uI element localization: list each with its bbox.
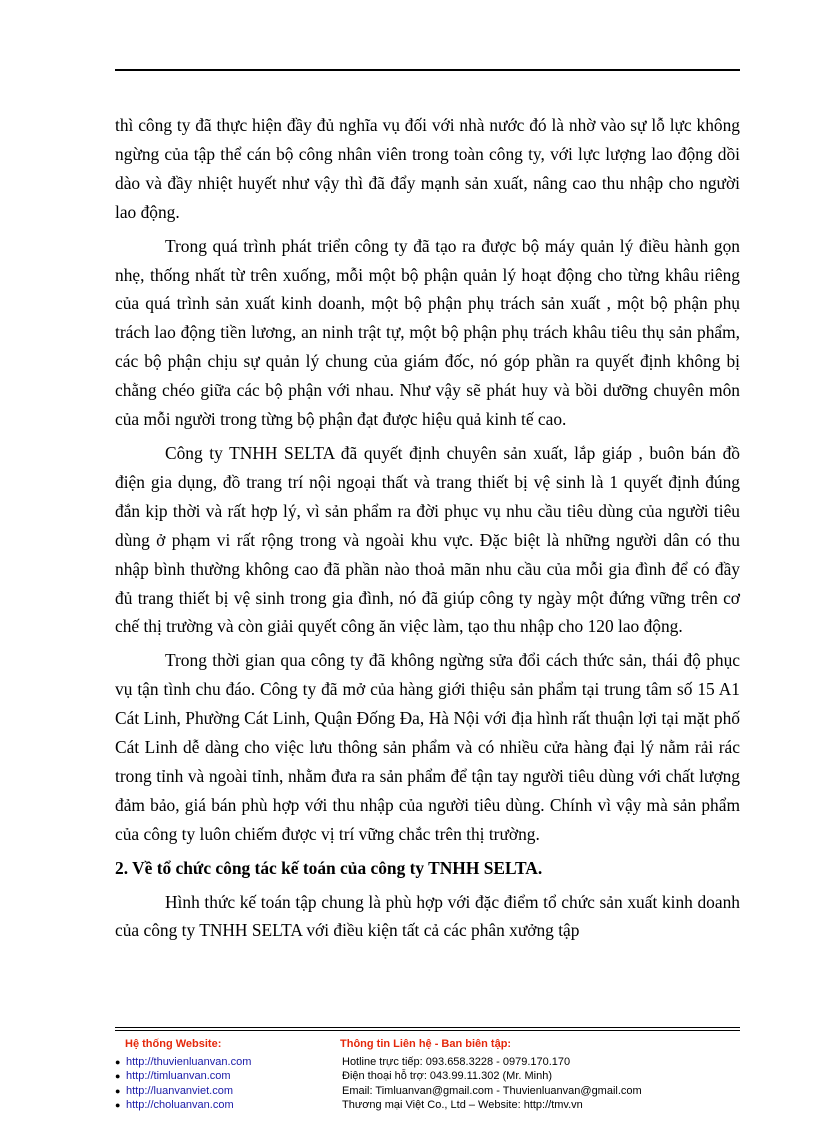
website-item: [115, 1098, 335, 1112]
paragraph-2: Trong quá trình phát triển công ty đã tạo ra được bộ máy quản lý điều hành gọn nhẹ, thống nhất từ trên xuống, mỗi một bộ phận quản lý hoạt động cho từng khâu riêng của quá trình sản xuất kinh doanh, một bộ phận phụ trách sản xuất , một bộ phận phụ trách lao động tiền lương, an ninh trật tự, một bộ phận phụ trách khâu tiêu thụ sản phẩm, các bộ phận chịu sự quản lý chung của giám đốc, nó góp phần ra quyết định không bị chằng chéo giữa các bộ phận với nhau. Như vậy sẽ phát huy và bồi dưỡng chuyên môn của mỗi người trong từng bộ phận đạt được hiệu quả kinh tế cao.: [115, 235, 740, 430]
footer-contact: [340, 1037, 740, 1112]
paragraph-5: Hình thức kế toán tập chung là phù hợp với đặc điểm tổ chức sản xuất kinh doanh của công ty TNHH SELTA với điều kiện tất cả các phân xưởng tập: [115, 891, 740, 941]
contact-company: Thương mại Việt Co., Ltd – Website: http://tmv.vn: [342, 1098, 583, 1111]
paragraph-3: Công ty TNHH SELTA đã quyết định chuyên sản xuất, lắp giáp , buôn bán đồ điện gia dụng, đồ trang trí nội ngoại thất và trang thiết bị vệ sinh là 1 quyết định đúng đắn kịp thời và rất hợp lý, vì sản phẩm ra đời phục vụ nhu cầu tiêu dùng của người tiêu dùng ở phạm vi rất rộng trong và ngoài khu vực. Đặc biệt là những người dân có thu nhập bình thường không cao đã phần nào thoả mãn nhu cầu của mỗi gia đình để có đầy đủ trang thiết bị vệ sinh trong gia đình, nó đã giúp công ty ngày một đứng vững trên cơ chế thị trường và còn giải quyết công ăn việc làm, tạo thu nhập cho 120 lao động.: [115, 442, 740, 637]
website-link-thuvienluanvan[interactable]: http://thuvienluanvan.com: [126, 1056, 252, 1068]
website-link-choluanvan[interactable]: http://choluanvan.com: [126, 1098, 234, 1111]
bullet-icon: ●: [115, 1057, 121, 1067]
body-text: [115, 111, 740, 950]
header-rule: [115, 69, 740, 71]
footer-rule-bottom: [115, 1030, 740, 1031]
bullet-icon: ●: [115, 1099, 121, 1110]
website-item: [115, 1069, 335, 1083]
contact-email: Email: Timluanvan@gmail.com - Thuvienluanvan@gmail.com: [342, 1084, 642, 1097]
paragraph-4: Trong thời gian qua công ty đã không ngừng sửa đổi cách thức sản, thái độ phục vụ tận tình chu đáo. Công ty đã mở của hàng giới thiệu sản phẩm tại trung tâm số 15 A1 Cát Linh, Phường Cát Linh, Quận Đống Đa, Hà Nội với địa hình rất thuận lợi tại mặt phố Cát Linh dễ dàng cho việc lưu thông sản phẩm và có nhiều cửa hàng đại lý nằm rải rác trong tỉnh và ngoài tỉnh, nhằm đưa ra sản phẩm để tận tay người tiêu dùng với chất lượng đảm bảo, giá bán phù hợp với thu nhập của người tiêu dùng. Chính vì vậy mà sản phẩm của công ty luôn chiếm được vị trí vững chắc trên thị trường.: [115, 650, 740, 844]
bullet-icon: ●: [115, 1085, 121, 1096]
website-item: [115, 1084, 335, 1098]
contact-phone: Điện thoại hỗ trợ: 043.99.11.302 (Mr. Minh): [342, 1070, 553, 1083]
footer-websites: [115, 1037, 335, 1112]
website-link-luanvanviet[interactable]: http://luanvanviet.com: [126, 1084, 234, 1097]
website-link-timluanvan[interactable]: http://timluanvan.com: [126, 1070, 231, 1083]
bullet-icon: ●: [115, 1071, 121, 1082]
paragraph-1: thì công ty đã thực hiện đầy đủ nghĩa vụ đối với nhà nước đó là nhờ vào sự lỗ lực không ngừng của tập thể cán bộ công nhân viên trong toàn công ty, với lực lượng lao động dồi dào và đầy nhiệt huyết như vậy thì đã đẩy mạnh sản xuất, nâng cao thu nhập cho người lao động.: [115, 115, 740, 222]
footer-rule-top: [115, 1027, 740, 1028]
websites-heading: Hệ thống Website:: [125, 1038, 222, 1050]
contact-hotline: Hotline trực tiếp: 093.658.3228 - 0979.170.170: [342, 1056, 571, 1068]
section-heading: 2. Về tổ chức công tác kế toán của công ty TNHH SELTA.: [115, 857, 543, 878]
contact-heading: Thông tin Liên hệ - Ban biên tập:: [340, 1038, 512, 1050]
website-item: [115, 1055, 335, 1069]
